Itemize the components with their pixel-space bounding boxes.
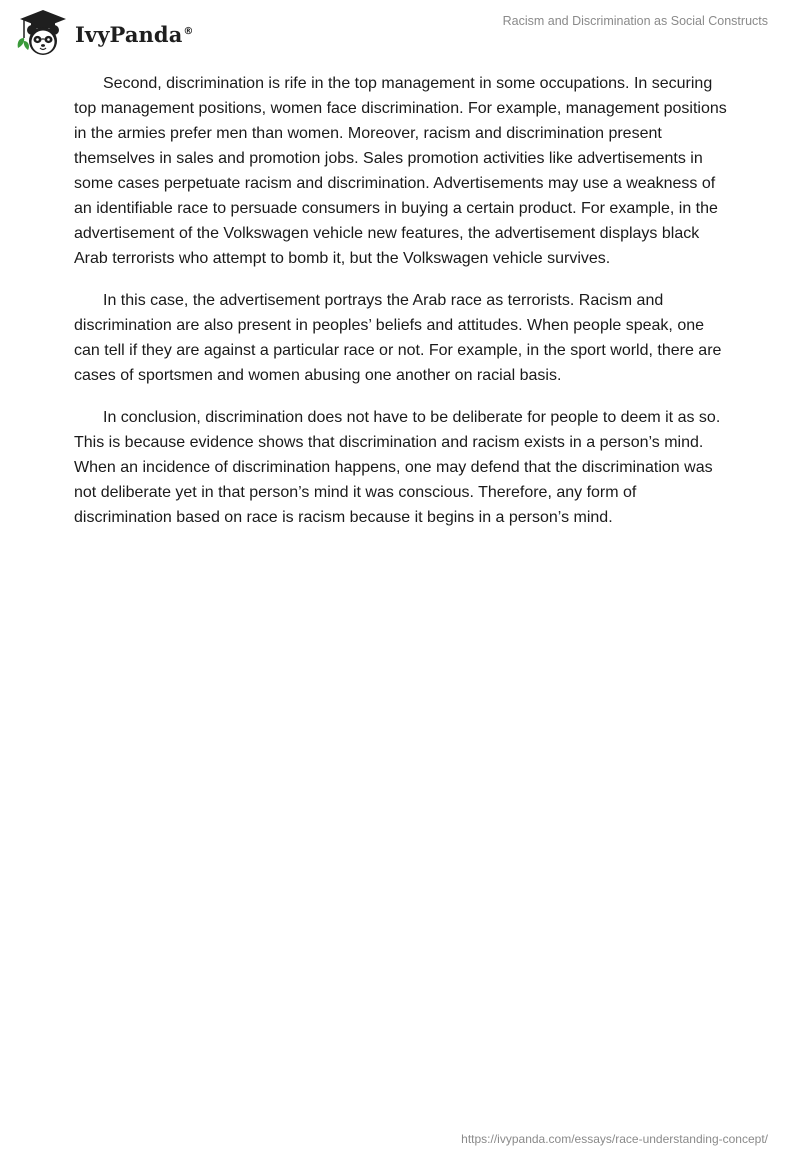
running-title: Racism and Discrimination as Social Constructs [502, 14, 768, 28]
paragraph: In conclusion, discrimination does not have to be deliberate for people to deem it as so. This is because evidence shows that discrimination and racism exists in a person’s mind. When an incidence of discrimination happens, one may defend that the discrimination was not deliberate yet in that person’s mind it was conscious. Therefore, any form of discrimination based on race is racism because it begins in a person’s mind. [74, 409, 721, 526]
panda-graduate-icon [14, 8, 72, 58]
paragraph: Second, discrimination is rife in the top management in some occupations. In securing top management positions, women face discrimination. For example, management positions in the armies prefer men than women. Moreover, racism and discrimination present themselves in sales and promotion jobs. Sales promotion activities like advertisements in some cases perpetuate racism and discrimination. Advertisements may use a weakness of an identifiable race to persuade consumers in buying a certain product. For example, in the advertisement of the Volkswagen vehicle new features, the advertisement displays black Arab terrorists who attempt to bomb it, but the Volkswagen vehicle survives. [74, 75, 727, 267]
ivypanda-logo[interactable] [14, 8, 194, 58]
page-header [0, 0, 800, 70]
brand-name: IvyPanda® [75, 21, 194, 47]
source-url[interactable]: https://ivypanda.com/essays/race-understanding-concept/ [461, 1132, 768, 1146]
paragraph: In this case, the advertisement portrays the Arab race as terrorists. Racism and discrimination are also present in peoples’ beliefs and attitudes. When people speak, one can tell if they are against a particular race or not. For example, in the sport world, there are cases of sportsmen and women abusing one another on racial basis. [74, 292, 722, 384]
article-body [74, 71, 734, 547]
registered-mark: ® [183, 25, 194, 37]
